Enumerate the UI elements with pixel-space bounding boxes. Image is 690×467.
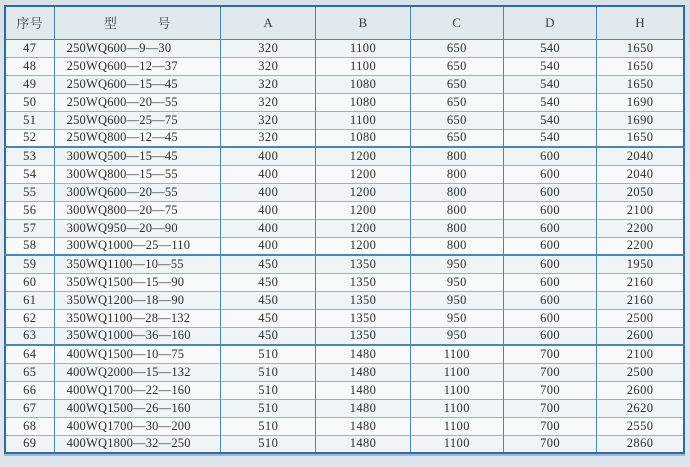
cell-index: 50 — [5, 93, 54, 111]
cell-c: 1100 — [410, 399, 503, 417]
cell-model: 400WQ2000—15—132 — [54, 363, 220, 381]
cell-model: 400WQ1700—22—160 — [54, 381, 220, 399]
cell-b: 1200 — [316, 183, 410, 201]
cell-h: 2160 — [597, 273, 684, 291]
cell-index: 69 — [5, 435, 54, 453]
column-header-index: 序号 — [5, 6, 54, 39]
cell-a: 400 — [221, 237, 316, 255]
cell-index: 58 — [5, 237, 54, 255]
cell-h: 2040 — [597, 165, 684, 183]
table-row — [5, 57, 684, 75]
cell-b: 1200 — [316, 237, 410, 255]
cell-b: 1100 — [316, 39, 410, 57]
cell-c: 1100 — [410, 435, 503, 453]
cell-index: 55 — [5, 183, 54, 201]
cell-index: 67 — [5, 399, 54, 417]
table-row — [5, 273, 684, 291]
cell-index: 64 — [5, 345, 54, 363]
cell-a: 320 — [221, 93, 316, 111]
cell-index: 53 — [5, 147, 54, 165]
cell-index: 51 — [5, 111, 54, 129]
cell-a: 510 — [221, 345, 316, 363]
cell-index: 56 — [5, 201, 54, 219]
cell-model: 300WQ800—20—75 — [54, 201, 220, 219]
cell-index: 63 — [5, 327, 54, 345]
cell-model: 350WQ1100—28—132 — [54, 309, 220, 327]
cell-a: 510 — [221, 381, 316, 399]
cell-model: 350WQ1500—15—90 — [54, 273, 220, 291]
cell-a: 450 — [221, 291, 316, 309]
cell-index: 57 — [5, 219, 54, 237]
table-row — [5, 381, 684, 399]
cell-c: 950 — [410, 273, 503, 291]
cell-model: 250WQ800—12—45 — [54, 129, 220, 147]
cell-d: 600 — [503, 147, 596, 165]
cell-b: 1080 — [316, 75, 410, 93]
cell-b: 1480 — [316, 417, 410, 435]
column-header-b: B — [316, 6, 410, 39]
cell-c: 800 — [410, 237, 503, 255]
cell-model: 250WQ600—25—75 — [54, 111, 220, 129]
table-row — [5, 39, 684, 57]
cell-model: 350WQ1200—18—90 — [54, 291, 220, 309]
cell-index: 61 — [5, 291, 54, 309]
table-row — [5, 219, 684, 237]
cell-a: 400 — [221, 219, 316, 237]
cell-c: 800 — [410, 201, 503, 219]
table-row — [5, 345, 684, 363]
cell-d: 700 — [503, 417, 596, 435]
cell-d: 600 — [503, 291, 596, 309]
cell-c: 800 — [410, 219, 503, 237]
table-row — [5, 435, 684, 453]
cell-b: 1080 — [316, 93, 410, 111]
table-row — [5, 201, 684, 219]
table-row — [5, 147, 684, 165]
cell-index: 54 — [5, 165, 54, 183]
cell-index: 60 — [5, 273, 54, 291]
cell-model: 400WQ1700—30—200 — [54, 417, 220, 435]
table-row — [5, 237, 684, 255]
cell-h: 1650 — [597, 129, 684, 147]
cell-h: 2050 — [597, 183, 684, 201]
cell-model: 300WQ950—20—90 — [54, 219, 220, 237]
cell-h: 2500 — [597, 309, 684, 327]
cell-d: 540 — [503, 57, 596, 75]
cell-c: 1100 — [410, 345, 503, 363]
table-body — [5, 39, 684, 453]
cell-h: 1650 — [597, 75, 684, 93]
table-header-row — [5, 6, 684, 39]
cell-model: 250WQ600—20—55 — [54, 93, 220, 111]
cell-model: 250WQ600—12—37 — [54, 57, 220, 75]
cell-d: 700 — [503, 381, 596, 399]
cell-h: 2040 — [597, 147, 684, 165]
pump-dimension-table — [4, 5, 685, 454]
cell-h: 2600 — [597, 381, 684, 399]
table-row — [5, 75, 684, 93]
cell-h: 2600 — [597, 327, 684, 345]
cell-a: 320 — [221, 75, 316, 93]
cell-a: 400 — [221, 201, 316, 219]
cell-h: 2160 — [597, 291, 684, 309]
cell-c: 1100 — [410, 381, 503, 399]
table-row — [5, 291, 684, 309]
column-header-d: D — [503, 6, 596, 39]
cell-d: 600 — [503, 237, 596, 255]
cell-model: 250WQ600—9—30 — [54, 39, 220, 57]
cell-b: 1200 — [316, 219, 410, 237]
cell-a: 510 — [221, 363, 316, 381]
column-header-a: A — [221, 6, 316, 39]
cell-h: 2100 — [597, 345, 684, 363]
cell-index: 62 — [5, 309, 54, 327]
cell-c: 950 — [410, 291, 503, 309]
cell-a: 510 — [221, 435, 316, 453]
cell-d: 700 — [503, 345, 596, 363]
cell-c: 650 — [410, 39, 503, 57]
cell-c: 800 — [410, 147, 503, 165]
table-row — [5, 93, 684, 111]
cell-a: 320 — [221, 111, 316, 129]
cell-d: 600 — [503, 165, 596, 183]
cell-b: 1200 — [316, 201, 410, 219]
cell-d: 600 — [503, 273, 596, 291]
table-row — [5, 255, 684, 273]
cell-d: 540 — [503, 111, 596, 129]
cell-b: 1200 — [316, 165, 410, 183]
cell-index: 66 — [5, 381, 54, 399]
cell-model: 300WQ600—20—55 — [54, 183, 220, 201]
cell-c: 1100 — [410, 417, 503, 435]
cell-c: 800 — [410, 183, 503, 201]
cell-d: 540 — [503, 75, 596, 93]
cell-b: 1200 — [316, 147, 410, 165]
cell-d: 600 — [503, 219, 596, 237]
cell-c: 950 — [410, 327, 503, 345]
table-row — [5, 183, 684, 201]
cell-h: 1650 — [597, 57, 684, 75]
cell-h: 2100 — [597, 201, 684, 219]
cell-h: 1950 — [597, 255, 684, 273]
cell-d: 600 — [503, 183, 596, 201]
cell-a: 510 — [221, 399, 316, 417]
cell-c: 950 — [410, 255, 503, 273]
cell-b: 1100 — [316, 57, 410, 75]
table-row — [5, 165, 684, 183]
cell-d: 540 — [503, 93, 596, 111]
cell-a: 450 — [221, 327, 316, 345]
cell-b: 1350 — [316, 291, 410, 309]
cell-model: 400WQ1800—32—250 — [54, 435, 220, 453]
cell-h: 2500 — [597, 363, 684, 381]
column-header-model: 型 号 — [54, 6, 220, 39]
cell-model: 400WQ1500—10—75 — [54, 345, 220, 363]
cell-index: 49 — [5, 75, 54, 93]
cell-a: 400 — [221, 165, 316, 183]
cell-c: 650 — [410, 111, 503, 129]
cell-c: 650 — [410, 93, 503, 111]
cell-b: 1350 — [316, 273, 410, 291]
cell-a: 320 — [221, 57, 316, 75]
cell-b: 1350 — [316, 255, 410, 273]
cell-a: 450 — [221, 309, 316, 327]
cell-h: 2620 — [597, 399, 684, 417]
cell-index: 48 — [5, 57, 54, 75]
cell-a: 450 — [221, 255, 316, 273]
cell-c: 650 — [410, 75, 503, 93]
cell-d: 700 — [503, 435, 596, 453]
cell-model: 300WQ1000—25—110 — [54, 237, 220, 255]
cell-a: 400 — [221, 183, 316, 201]
cell-h: 2200 — [597, 219, 684, 237]
cell-d: 540 — [503, 129, 596, 147]
cell-c: 1100 — [410, 363, 503, 381]
cell-model: 400WQ1500—26—160 — [54, 399, 220, 417]
cell-model: 350WQ1100—10—55 — [54, 255, 220, 273]
cell-index: 47 — [5, 39, 54, 57]
cell-d: 540 — [503, 39, 596, 57]
cell-d: 600 — [503, 309, 596, 327]
cell-d: 700 — [503, 399, 596, 417]
table-row — [5, 129, 684, 147]
cell-a: 510 — [221, 417, 316, 435]
cell-b: 1350 — [316, 327, 410, 345]
column-header-c: C — [410, 6, 503, 39]
table-row — [5, 417, 684, 435]
cell-b: 1100 — [316, 111, 410, 129]
cell-d: 600 — [503, 327, 596, 345]
cell-a: 450 — [221, 273, 316, 291]
cell-model: 300WQ800—15—55 — [54, 165, 220, 183]
cell-b: 1480 — [316, 345, 410, 363]
cell-c: 650 — [410, 129, 503, 147]
table-header — [5, 6, 684, 39]
cell-model: 350WQ1000—36—160 — [54, 327, 220, 345]
cell-b: 1480 — [316, 399, 410, 417]
cell-b: 1350 — [316, 309, 410, 327]
cell-a: 400 — [221, 147, 316, 165]
column-header-h: H — [597, 6, 684, 39]
cell-index: 59 — [5, 255, 54, 273]
cell-h: 2200 — [597, 237, 684, 255]
cell-b: 1080 — [316, 129, 410, 147]
cell-c: 650 — [410, 57, 503, 75]
cell-d: 600 — [503, 201, 596, 219]
table-row — [5, 327, 684, 345]
cell-b: 1480 — [316, 435, 410, 453]
cell-h: 1650 — [597, 39, 684, 57]
cell-model: 250WQ600—15—45 — [54, 75, 220, 93]
table-row — [5, 399, 684, 417]
cell-h: 1690 — [597, 93, 684, 111]
cell-d: 600 — [503, 255, 596, 273]
cell-b: 1480 — [316, 363, 410, 381]
table-row — [5, 363, 684, 381]
cell-h: 2860 — [597, 435, 684, 453]
cell-a: 320 — [221, 129, 316, 147]
table-row — [5, 111, 684, 129]
cell-d: 700 — [503, 363, 596, 381]
cell-h: 1690 — [597, 111, 684, 129]
cell-a: 320 — [221, 39, 316, 57]
cell-index: 52 — [5, 129, 54, 147]
cell-h: 2550 — [597, 417, 684, 435]
cell-index: 68 — [5, 417, 54, 435]
cell-b: 1480 — [316, 381, 410, 399]
cell-index: 65 — [5, 363, 54, 381]
cell-model: 300WQ500—15—45 — [54, 147, 220, 165]
cell-c: 950 — [410, 309, 503, 327]
cell-c: 800 — [410, 165, 503, 183]
table-row — [5, 309, 684, 327]
